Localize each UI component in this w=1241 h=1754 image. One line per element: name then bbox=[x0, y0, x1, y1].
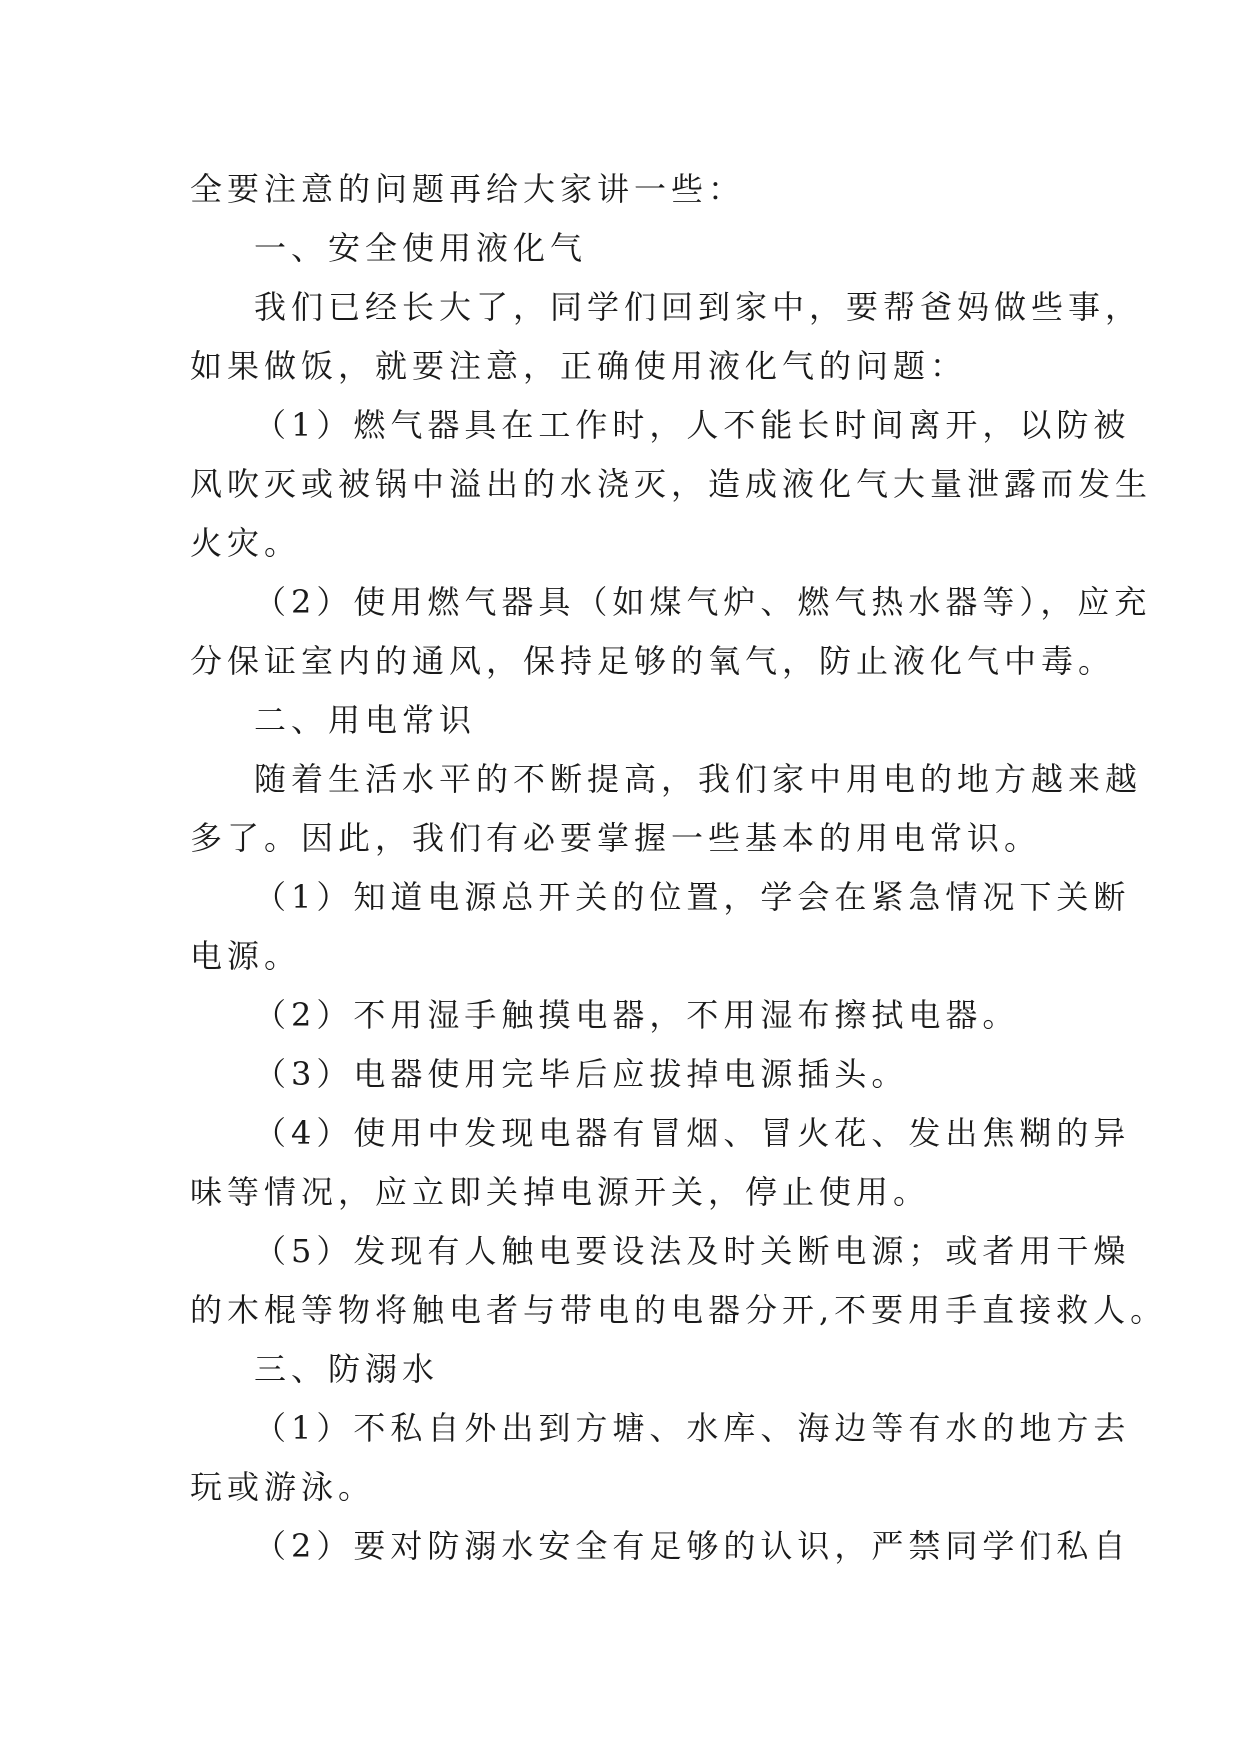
text-line-19: （5）发现有人触电要设法及时关断电源；或者用干燥 bbox=[254, 1232, 1131, 1270]
text-line-1: 全要注意的问题再给大家讲一些： bbox=[190, 170, 746, 208]
text-line-22: （1）不私自外出到方塘、水库、海边等有水的地方去 bbox=[254, 1409, 1131, 1447]
text-line-4: 如果做饭，就要注意，正确使用液化气的问题： bbox=[190, 347, 968, 385]
text-line-13: （1）知道电源总开关的位置，学会在紧急情况下关断 bbox=[254, 878, 1131, 916]
text-line-15: （2）不用湿手触摸电器，不用湿布擦拭电器。 bbox=[254, 996, 1020, 1034]
text-line-20: 的木棍等物将触电者与带电的电器分开,不要用手直接救人。 bbox=[190, 1291, 1168, 1329]
section-heading-lpg: 一、安全使用液化气 bbox=[254, 229, 588, 267]
section-heading-electricity: 二、用电常识 bbox=[254, 701, 477, 739]
text-line-7: 火灾。 bbox=[190, 524, 302, 562]
text-line-3: 我们已经长大了，同学们回到家中，要帮爸妈做些事， bbox=[254, 288, 1143, 326]
text-line-14: 电源。 bbox=[190, 937, 302, 975]
text-line-9: 分保证室内的通风，保持足够的氧气，防止液化气中毒。 bbox=[190, 642, 1116, 680]
section-heading-drowning: 三、防溺水 bbox=[254, 1350, 440, 1388]
text-line-6: 风吹灭或被锅中溢出的水浇灭，造成液化气大量泄露而发生 bbox=[190, 465, 1153, 503]
text-line-8: （2）使用燃气器具（如煤气炉、燃气热水器等），应充 bbox=[254, 583, 1152, 621]
text-line-17: （4）使用中发现电器有冒烟、冒火花、发出焦糊的异 bbox=[254, 1114, 1131, 1152]
text-line-11: 随着生活水平的不断提高，我们家中用电的地方越来越 bbox=[254, 760, 1143, 798]
text-line-24: （2）要对防溺水安全有足够的认识，严禁同学们私自 bbox=[254, 1527, 1131, 1565]
text-line-23: 玩或游泳。 bbox=[190, 1468, 376, 1506]
text-line-16: （3）电器使用完毕后应拔掉电源插头。 bbox=[254, 1055, 909, 1093]
text-line-5: （1）燃气器具在工作时，人不能长时间离开，以防被 bbox=[254, 406, 1131, 444]
text-line-18: 味等情况，应立即关掉电源开关，停止使用。 bbox=[190, 1173, 931, 1211]
text-line-12: 多了。因此，我们有必要掌握一些基本的用电常识。 bbox=[190, 819, 1042, 857]
document-page bbox=[190, 160, 1168, 1576]
